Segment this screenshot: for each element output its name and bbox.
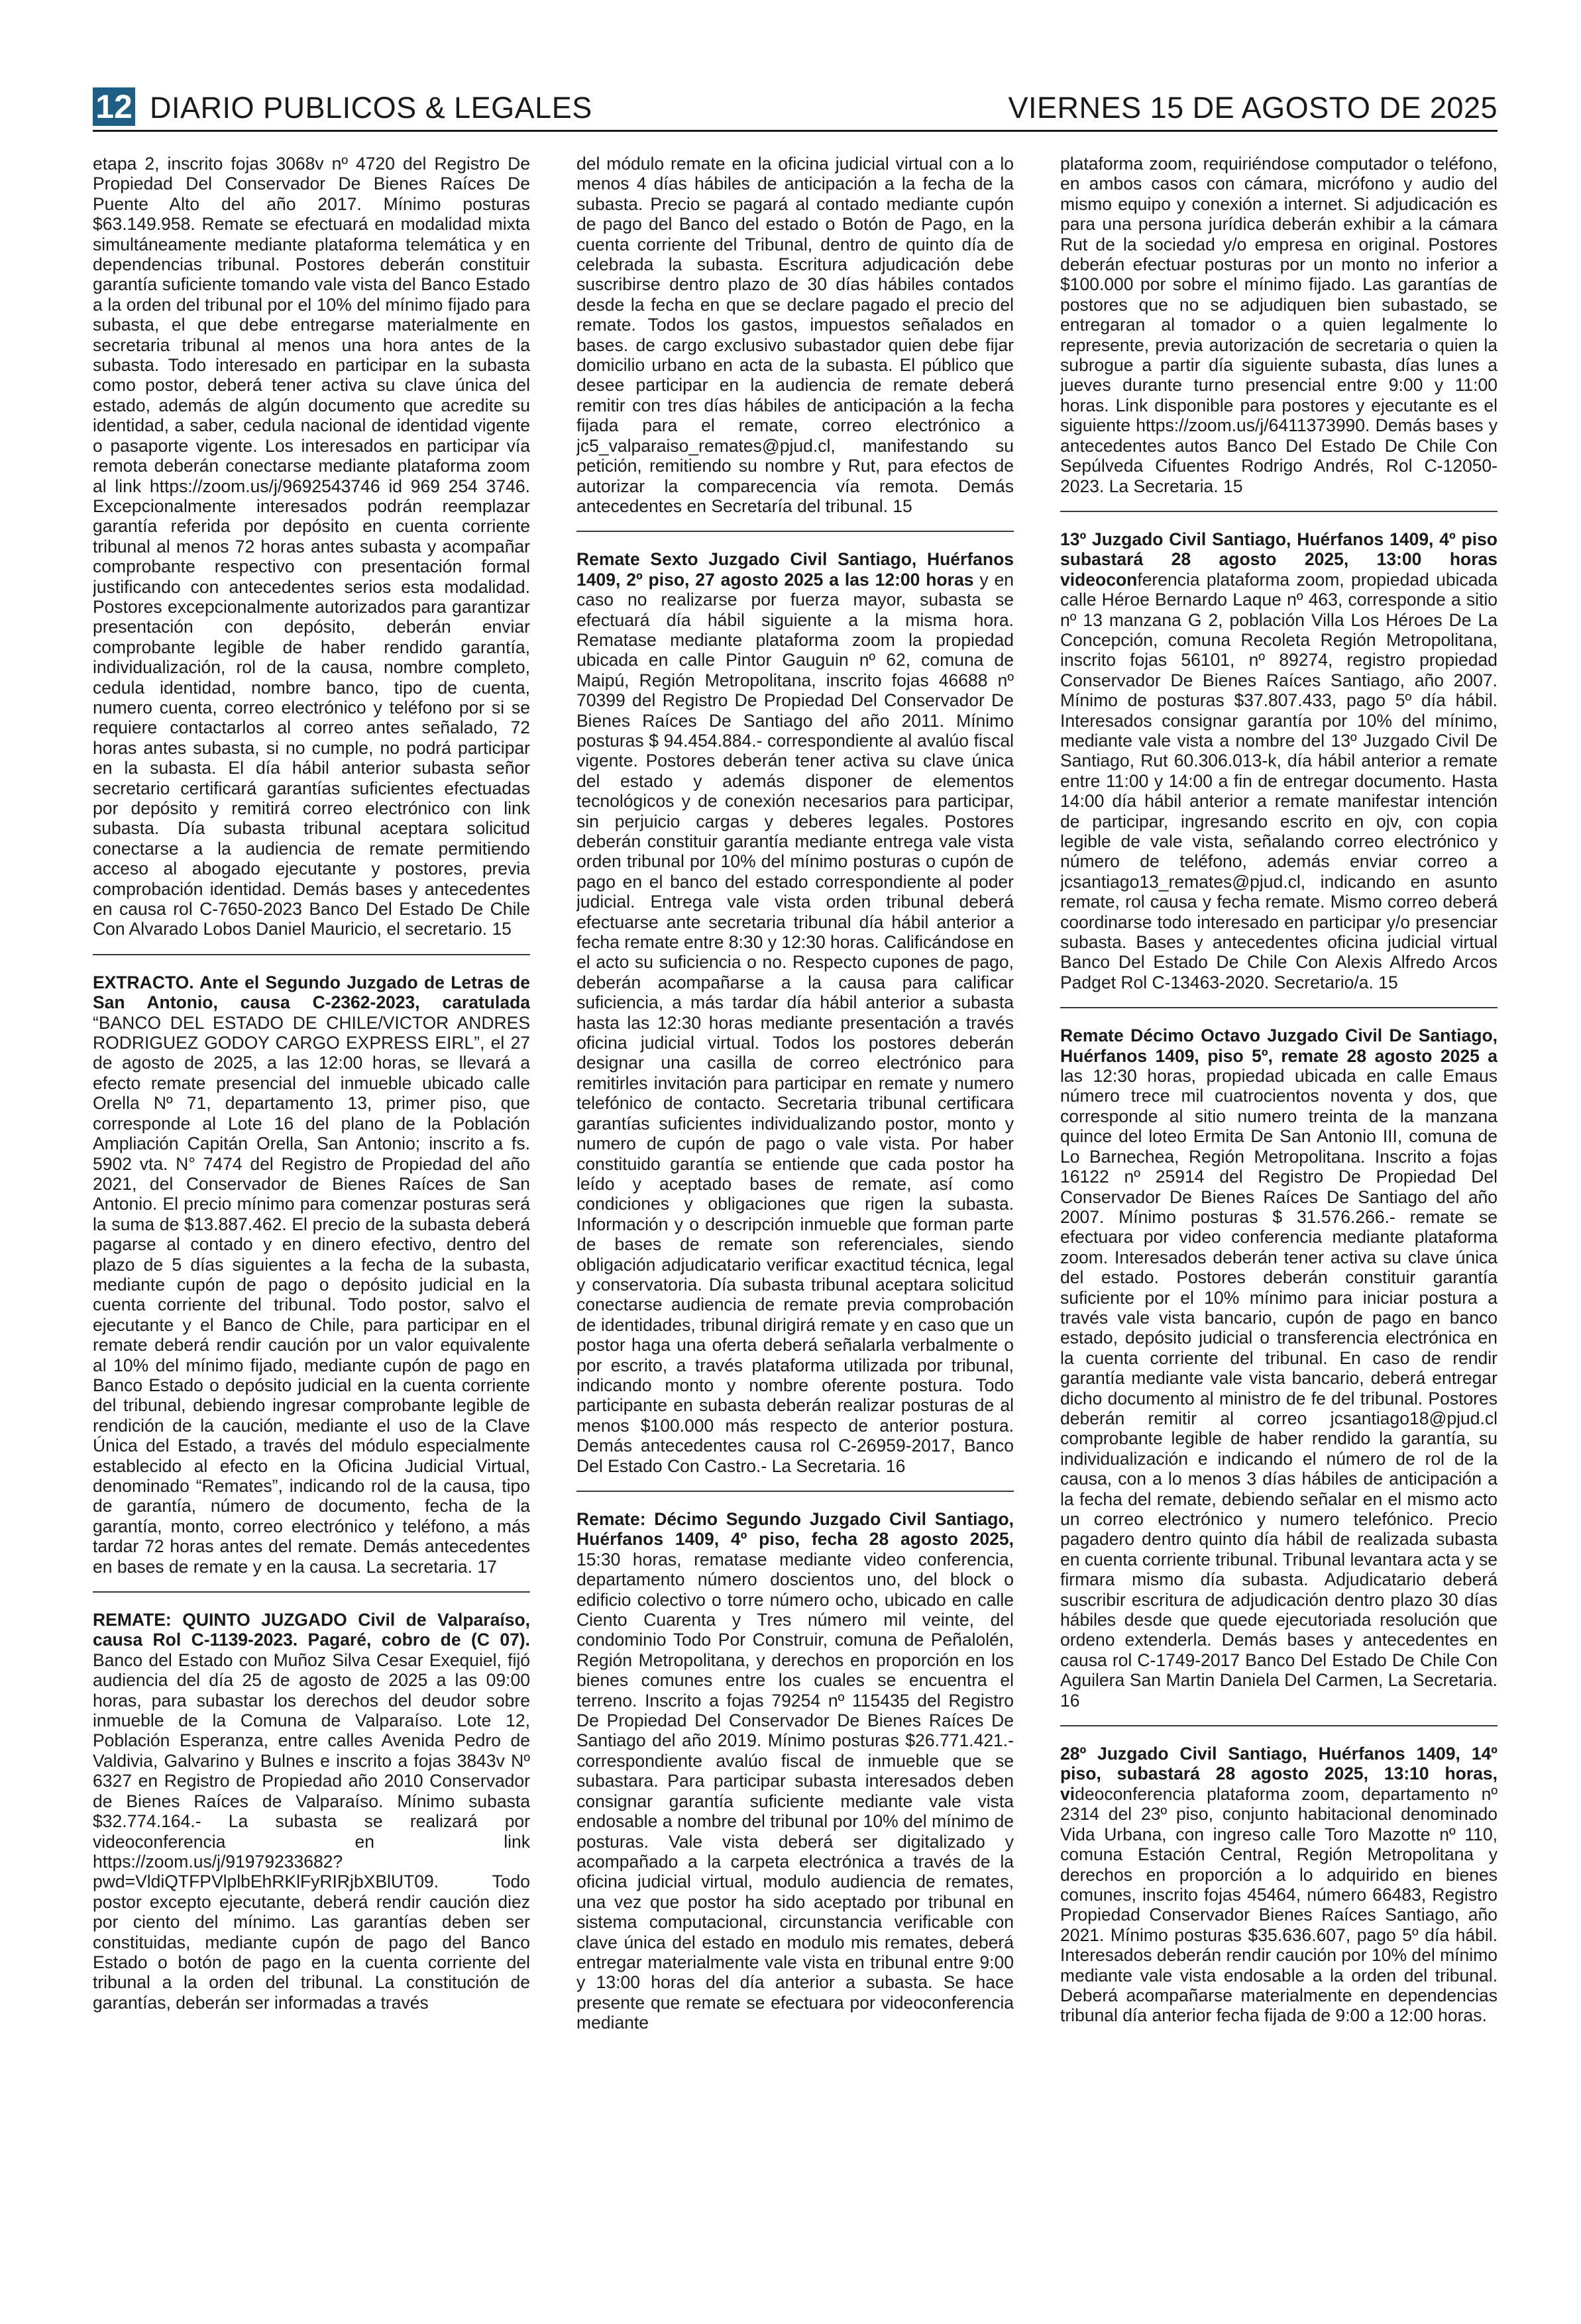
notice-divider <box>1060 1007 1498 1008</box>
notice-decimo-octavo-juzgado <box>1060 1026 1498 1711</box>
notice-body: y en caso no realizarse por fuerza mayor, subasta se efectuará día hábil siguiente a la misma hora. Rematase mediante plataforma zoom la propiedad ubicada en calle Pintor Gauguin nº 62, comuna de Maipú, Región Metropolitana, inscrito fojas 46688 nº 70399 del Registro De Propiedad Del Conservador De Bienes Raíces De Santiago del año 2011. Mínimo posturas $ 94.454.884.- correspondiente al avalúo fiscal vigente. Postores deberán tener activa su clave única del estado y además disponer de elementos tecnológicos y de conexión necesarios para participar, sin perjuicio cargas y deberes legales. Postores deberán constituir garantía mediante entrega vale vista orden tribunal por 10% del mínimo posturas o cupón de pago en el banco del estado correspondiente al poder judicial. Entrega vale vista orden tribunal deberá efectuarse ante secretaria tribunal día hábil anterior a fecha remate entre 8:30 y 12:30 horas. Calificándose en el acto su suficiencia o no. Respecto cupones de pago, deberán acompañarse a la causa para calificar suficiencia, a más tardar día hábil anterior a subasta hasta las 12:30 horas mediante presentación a través oficina judicial virtual. Todos los postores deberán designar una casilla de correo electrónico para remitirles invitación para participar en remate y numero telefónico de contacto. Secretaria tribunal certificara garantías suficientes individualizando postor, monto y numero de cupón de pago o vale vista. Por haber constituido garantía se entiende que cada postor ha leído y aceptado bases de remate, así como condiciones y obligaciones que rigen la subasta. Información y o descripción inmueble que forman parte de bases de remate son referenciales, siendo obligación adjudicatario verificar exactitud técnica, legal y conservatoria. Día subasta tribunal aceptara solicitud conectarse audiencia de remate previa comprobación de identidades, tribunal dirigirá remate y en caso que un postor haga una oferta deberá señalarla verbalmente o por escrito, a través plataforma utilizada por tribunal, indicando monto y nombre oferente postura. Todo participante en subasta deberán realizar posturas de al menos $100.000 más respecto de anterior postura. Demás antecedentes causa rol C-26959-2017, Banco Del Estado Con Castro.- La Secretaria. 16 <box>576 569 1014 1476</box>
notice-heading: 13º Juzgado Civil Santiago, Huérfanos 1409, 4º piso subastará 28 agosto 2025, 13:00 horas videocon <box>1060 529 1498 590</box>
notice-28-juzgado-santiago <box>1060 1744 1498 2026</box>
column-3 <box>1060 154 1498 2300</box>
notice-body: las 12:30 horas, propiedad ubicada en calle Emaus número trece mil cuatrocientos noventa y dos, que corresponde al sitio numero treinta de la manzana quince del loteo Ermita De San Antonio III, comuna de Lo Barnechea, Región Metropolitana. Inscrito a fojas 16122 nº 25914 del Registro De Propiedad Del Conservador De Bienes Raíces De Santiago del año 2007. Mínimo posturas $ 31.576.266.- remate se efectuara por video conferencia mediante plataforma zoom. Interesados deberán tener activa su clave única del estado. Postores deberán constituir garantía suficiente por el 10% mínimo para iniciar postura a través vale vista bancario, cupón de pago en banco estado, depósito judicial o transferencia electrónica en la cuenta corriente del tribunal. En caso de rendir garantía mediante vale vista bancario, deberá entregar dicho documento al ministro de fe del tribunal. Postores deberán remitir al correo jcsantiago18@pjud.cl comprobante legible de haber rendido la garantía, su individualización e indicando el número de rol de la causa, con a lo menos 3 días hábiles de anticipación a la fecha del remate, debiendo señalar en el mismo acto un correo electrónico y numero telefónico. Precio pagadero dentro quinto día hábil de realizada subasta en cuenta corriente tribunal. Tribunal levantara acta y se firmara mismo día subasta. Adjudicatario deberá suscribir escritura de adjudicación dentro plazo 30 días hábiles desde que quede ejecutoriada resolución que ordeno extenderla. Demás bases y antecedentes en causa rol C-1749-2017 Banco Del Estado De Chile Con Aguilera San Martin Daniela Del Carmen, La Secretaria. 16 <box>1060 1066 1498 1711</box>
section-title: DIARIO PUBLICOS & LEGALES <box>150 91 592 125</box>
notice-heading: Remate: Décimo Segundo Juzgado Civil Santiago, Huérfanos 1409, 4º piso, fecha 28 agosto 2025, <box>576 1509 1014 1550</box>
notice-divider <box>93 1591 530 1593</box>
notice-body: “BANCO DEL ESTADO DE CHILE/VICTOR ANDRES RODRIGUEZ GODOY CARGO EXPRESS EIRL”, el 27 de agosto de 2025, a las 12:00 horas, se llevará a efecto remate presencial del inmueble ubicado calle Orella Nº 71, departamento 13, primer piso, que corresponde al Lote 16 del plano de la Población Ampliación Capitán Orella, San Antonio; inscrito a fs. 5902 vta. N° 7474 del Registro de Propiedad del año 2021, del Conservador de Bienes Raíces de San Antonio. El precio mínimo para comenzar posturas será la suma de $13.887.462. El precio de la subasta deberá pagarse al contado y en dinero efectivo, dentro del plazo de 5 días siguientes a la fecha de la subasta, mediante cupón de pago o depósito judicial en la cuenta corriente del tribunal. Todo postor, salvo el ejecutante y el Banco de Chile, para participar en el remate deberá rendir caución por un valor equivalente al 10% del mínimo fijado, mediante cupón de pago en Banco Estado o depósito judicial en la cuenta corriente del tribunal, debiendo ingresar comprobante legible de rendición de la caución, mediante el uso de la Clave Única del Estado, a través del módulo especialmente establecido al efecto en la Oficina Judicial Virtual, denominado “Remates”, indicando rol de la causa, tipo de garantía, número de documento, fecha de la garantía, monto, correo electrónico y teléfono, a más tardar 72 horas antes del remate. Demás antecedentes en bases de remate y en la causa. La secretaria. 17 <box>93 1012 530 1577</box>
notice-heading: REMATE: QUINTO JUZGADO Civil de Valparaíso, causa Rol C-1139-2023. Pagaré, cobro de (C 07). <box>93 1610 530 1650</box>
column-1 <box>93 154 530 2300</box>
notice-heading: Remate Décimo Octavo Juzgado Civil De Santiago, Huérfanos 1409, piso 5º, remate 28 agosto 2025 a <box>1060 1026 1498 1066</box>
header-rule <box>93 130 1498 132</box>
page-number: 12 <box>93 87 135 126</box>
notice-body: Banco del Estado con Muñoz Silva Cesar Exequiel, fijó audiencia del día 25 de agosto de 2025 a las 09:00 horas, para subastar los derechos del deudor sobre inmueble de la Comuna de Valparaíso. Lote 12, Población Esperanza, entre calles Avenida Pedro de Valdivia, Galvarino y Bulnes e inscrito a fojas 3843v Nº 6327 en Registro de Propiedad año 2010 Conservador de Bienes Raíces de Valparaíso. Mínimo subasta $32.774.164.- La subasta se realizará por videoconferencia en link https://zoom.us/j/91979233682?pwd=VldiQTFPVlplbEhRKlFyRIRjbXBlUT09. Todo postor excepto ejecutante, deberá rendir caución diez por ciento del mínimo. Las garantías deben ser constituidas, mediante cupón de pago del Banco Estado o botón de pago en la cuenta corriente del tribunal a la orden del tribunal. La constitución de garantías, deberán ser informadas a través <box>93 1650 530 2013</box>
notice-body: deoconferencia plataforma zoom, departamento nº 2314 del 23º piso, conjunto habitacional denominado Vida Urbana, con ingreso calle Toro Mazotte nº 110, comuna Estación Central, Región Metropolitana y derechos en proporción a lo adquirido en bienes comunes, inscrito fojas 45464, número 66483, Registro Propiedad Conservador Bienes Raíces Santiago, año 2021. Mínimo posturas $35.636.607, pago 5º día hábil. Interesados deberán rendir caución por 10% del mínimo mediante vale vista endosable a la orden del tribunal. Deberá acompañarse materialmente en dependencias tribunal día anterior fecha fijada de 9:00 a 12:00 horas. <box>1060 1783 1498 2026</box>
notice-extracto-san-antonio <box>93 973 530 1577</box>
notice-divider <box>1060 511 1498 512</box>
notice-sexto-juzgado-santiago <box>576 549 1014 1476</box>
notice-decimo-segundo-juzgado <box>576 1509 1014 2033</box>
issue-date: VIERNES 15 DE AGOSTO DE 2025 <box>1008 91 1498 125</box>
notices-columns <box>93 154 1498 2300</box>
notice-heading: Remate Sexto Juzgado Civil Santiago, Huérfanos 1409, 2º piso, 27 agosto 2025 a las 12:00 horas <box>576 549 1014 590</box>
notice-divider <box>576 1491 1014 1492</box>
notice-continued <box>1060 154 1498 496</box>
notice-13-juzgado-santiago <box>1060 529 1498 992</box>
notice-body: etapa 2, inscrito fojas 3068v nº 4720 del Registro De Propiedad Del Conservador De Bienes Raíces De Puente Alto del año 2017. Mínimo posturas $63.149.958. Remate se efectuará en modalidad mixta simultáneamente mediante plataforma telemática y en dependencias tribunal. Postores deberán constituir garantía suficiente tomando vale vista del Banco Estado a la orden del tribunal por el 10% del mínimo fijado para subasta, el que debe entregarse materialmente en secretaria tribunal al menos una hora antes de la subasta. Todo interesado en participar en la subasta como postor, deberá tener activa su clave única del estado, además de algún documento que acredite su identidad, a saber, cedula nacional de identidad vigente o pasaporte vigente. Los interesados en participar vía remota deberán conectarse mediante plataforma zoom al link https://zoom.us/j/9692543746 id 969 254 3746. Excepcionalmente interesados podrán reemplazar garantía referida por depósito en cuenta corriente tribunal al menos 72 horas antes subasta y acompañar comprobante respectivo con presentación formal justificando con antecedentes serios esta modalidad. Postores excepcionalmente autorizados para garantizar presentación con depósito, deberán enviar comprobante legible de haber rendido garantía, individualización, rol de la causa, nombre completo, cedula identidad, nombre banco, tipo de cuenta, numero cuenta, correo electrónico y teléfono por si se requiere contactarlos al correo antes señalado, 72 horas antes subasta, si no cumple, no podrá participar en la subasta. El día hábil anterior subasta señor secretario certificará garantías suficientes efectuadas por depósito y remitirá correo electrónico con link subasta. Día subasta tribunal aceptara solicitud conectarse a la audiencia de remate permitiendo acceso al abogado ejecutante y postores, previa comprobación identidad. Demás bases y antecedentes en causa rol C-7650-2023 Banco Del Estado De Chile Con Alvarado Lobos Daniel Mauricio, el secretario. 15 <box>93 154 530 939</box>
notice-body: ferencia plataforma zoom, propiedad ubicada calle Héroe Bernardo Laque nº 463, corresponde a sitio nº 13 manzana G 2, población Villa Los Héroes De La Concepción, comuna Recoleta Región Metropolitana, inscrito fojas 56101, nº 89274, registro propiedad Conservador De Bienes Raíces Santiago, año 2007. Mínimo de posturas $37.807.433, pago 5º día hábil. Interesados consignar garantía por 10% del mínimo, mediante vale vista a nombre del 13º Juzgado Civil De Santiago, Rut 60.306.013-k, día hábil anterior a remate entre 11:00 y 14:00 a fin de entregar documento. Hasta 14:00 día hábil anterior a remate manifestar intención de participar, ingresando escrito en ojv, con copia legible de vale vista, señalando correo electrónico y número de teléfono, además enviar correo a jcsantiago13_remates@pjud.cl, indicando en asunto remate, rol causa y fecha remate. Mismo correo deberá coordinarse todo interesado en participar y/o presenciar subasta. Bases y antecedentes oficina judicial virtual Banco Del Estado De Chile Con Alexis Alfredo Arcos Padget Rol C-13463-2020. Secretario/a. 15 <box>1060 569 1498 992</box>
notice-continued <box>576 154 1014 516</box>
notice-continued <box>93 154 530 939</box>
notice-heading: 28º Juzgado Civil Santiago, Huérfanos 1409, 14º piso, subastará 28 agosto 2025, 13:10 horas, vi <box>1060 1744 1498 1804</box>
notice-divider <box>576 531 1014 532</box>
notice-divider <box>1060 1725 1498 1726</box>
notice-body: 15:30 horas, rematase mediante video conferencia, departamento número doscientos uno, del block o edificio colectivo o torre número ocho, ubicado en calle Ciento Cuarenta y Tres número mil veinte, del condominio Todo Por Construir, comuna de Peñalolén, Región Metropolitana, y derechos en proporción en los bienes comunes entre los cuales se encuentra el terreno. Inscrito a fojas 79254 nº 115435 del Registro De Propiedad Del Conservador De Bienes Raíces De Santiago del año 2019. Mínimo posturas $26.771.421.- correspondiente avalúo fiscal de inmueble que se subastara. Para participar subasta interesados deben consignar garantía suficiente mediante vale vista endosable a nombre del tribunal por 10% del mínimo de posturas. Vale vista deberá ser digitalizado y acompañado a la carpeta electrónica a través de la oficina judicial virtual, modulo audiencia de remates, una vez que postor ha sido aceptado por tribunal en sistema computacional, circunstancia verificable con clave única del estado en modulo mis remates, deberá entregar materialmente vale vista en tribunal entre 9:00 y 13:00 horas del día anterior a subasta. Se hace presente que remate se efectuara por videoconferencia mediante <box>576 1549 1014 2033</box>
page-header <box>93 87 1498 129</box>
column-2 <box>576 154 1014 2300</box>
notice-body: plataforma zoom, requiriéndose computador o teléfono, en ambos casos con cámara, micrófono y audio del mismo equipo y conexión a internet. Si adjudicación es para una persona jurídica deberán exhibir a la cámara Rut de la sociedad y/o empresa en original. Postores deberán efectuar posturas por un monto no inferior a $100.000 por sobre el mínimo fijado. Las garantías de postores que no se adjudiquen bien subastado, se entregaran al tomador o a quien legalmente lo represente, previa autorización de secretaria o quien la subrogue a partir día siguiente subasta, días lunes a jueves durante turno presencial entre 9:00 y 11:00 horas. Link disponible para postores y ejecutante es el siguiente https://zoom.us/j/6411373990. Demás bases y antecedentes autos Banco Del Estado De Chile Con Sepúlveda Cifuentes Rodrigo Andrés, Rol C-12050-2023. La Secretaria. 15 <box>1060 154 1498 496</box>
notice-heading: EXTRACTO. Ante el Segundo Juzgado de Letras de San Antonio, causa C-2362-2023, caratulada <box>93 972 530 1013</box>
notice-quinto-juzgado-valparaiso <box>93 1610 530 2013</box>
notice-body: del módulo remate en la oficina judicial virtual con a lo menos 4 días hábiles de anticipación a la fecha de la subasta. Precio se pagará al contado mediante cupón de pago del Banco del estado o Botón de Pago, en la cuenta corriente del Tribunal, dentro de quinto día de celebrada la subasta. Escritura adjudicación debe suscribirse dentro plazo de 30 días hábiles contados desde la fecha en que se declare pagado el precio del remate. Todos los gastos, impuestos señalados en bases. de cargo exclusivo subastador quien debe fijar domicilio urbano en acta de la subasta. El público que desee participar en la audiencia de remate deberá remitir con tres días hábiles de anticipación a la fecha fijada para el remate, correo electrónico a jc5_valparaiso_remates@pjud.cl, manifestando su petición, remitiendo su nombre y Rut, para efectos de autorizar la comparecencia vía remota. Demás antecedentes en Secretaría del tribunal. 15 <box>576 154 1014 516</box>
notice-divider <box>93 954 530 955</box>
